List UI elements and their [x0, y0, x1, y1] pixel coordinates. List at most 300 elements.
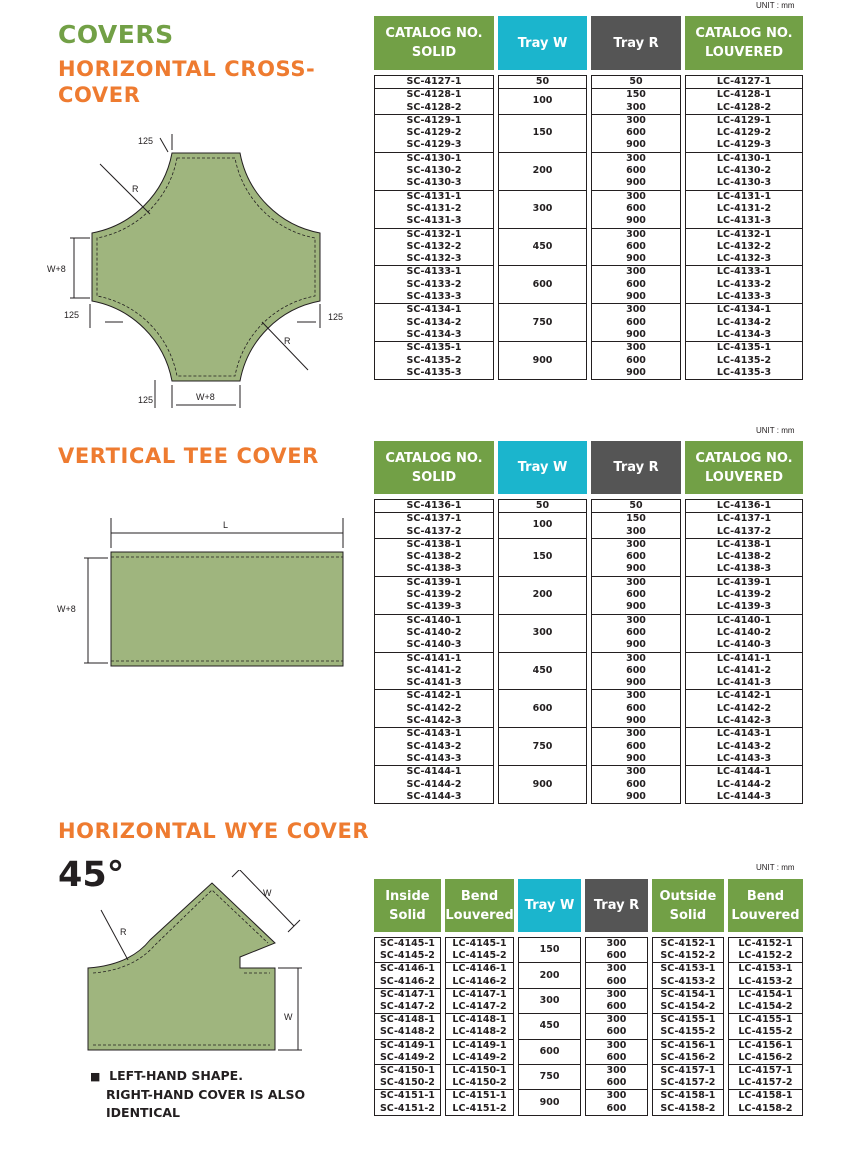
cell-line: 300	[626, 525, 646, 537]
table-cell	[652, 1090, 724, 1115]
cell-line: LC-4138-3	[716, 563, 772, 575]
table-cell	[685, 229, 803, 267]
cell-line: SC-4151-1	[379, 1090, 435, 1102]
cell-line: 300	[606, 963, 627, 975]
table-row	[374, 499, 803, 513]
table-cell	[374, 1065, 441, 1090]
header-tray-r: Tray R	[585, 879, 648, 932]
cell-line: LC-4133-1	[716, 266, 772, 278]
cell-line: LC-4153-2	[738, 975, 793, 987]
cell-line: LC-4150-1	[452, 1065, 507, 1077]
cell-line: LC-4139-1	[716, 576, 772, 588]
table-cell	[585, 1014, 648, 1039]
table-row	[374, 266, 803, 304]
table-row	[374, 1040, 803, 1065]
cell-line: LC-4127-1	[716, 76, 772, 87]
cell-line: SC-4154-1	[660, 988, 716, 1000]
table-cell: 150	[498, 115, 587, 153]
cross-cover-table	[374, 16, 803, 380]
table-cell	[652, 1014, 724, 1039]
table-cell	[728, 1090, 803, 1115]
table-cell	[685, 615, 803, 653]
cell-line: SC-4139-2	[406, 589, 462, 601]
table-row	[374, 1065, 803, 1090]
cell-line: SC-4150-1	[379, 1065, 435, 1077]
table-row	[374, 115, 803, 153]
dim-w8: W+8	[57, 604, 76, 614]
cell-line: LC-4158-2	[738, 1102, 793, 1114]
cell-line: 150	[626, 89, 646, 101]
subtitle-line: HORIZONTAL CROSS-	[58, 57, 316, 81]
cell-line: 900	[626, 563, 646, 575]
table-cell	[374, 690, 494, 728]
cell-line: SC-4131-2	[406, 202, 462, 214]
dim-w8-bottom: W+8	[196, 392, 215, 402]
dim-r-bottom: R	[284, 336, 291, 346]
cell-line: 900	[626, 366, 646, 378]
cell-line: LC-4138-2	[716, 551, 772, 563]
cell-line: SC-4133-2	[406, 278, 462, 290]
table-cell	[374, 653, 494, 691]
cell-line: LC-4133-2	[716, 278, 772, 290]
cell-line: SC-4132-1	[406, 228, 462, 240]
cell-line: LC-4147-2	[452, 1001, 507, 1013]
cell-line: 600	[626, 127, 646, 139]
table-cell	[685, 115, 803, 153]
table-cell	[685, 342, 803, 380]
unit-label: UNIT : mm	[756, 863, 795, 872]
cell-line: SC-4144-3	[406, 790, 462, 802]
cell-line: LC-4157-1	[738, 1065, 793, 1077]
cell-line: SC-4130-2	[406, 165, 462, 177]
cell-line: SC-4152-1	[660, 938, 716, 949]
cell-line: LC-4135-1	[716, 342, 772, 354]
cell-line: LC-4130-1	[716, 152, 772, 164]
table-cell: 600	[498, 266, 587, 304]
horizontal-wye-cover-diagram	[55, 870, 355, 1060]
cell-line: 600	[626, 664, 646, 676]
table-cell	[445, 1040, 514, 1065]
cell-line: SC-4157-1	[660, 1065, 716, 1077]
dim-w8-left: W+8	[47, 264, 66, 274]
cell-line: 300	[626, 114, 646, 126]
table-cell	[728, 1040, 803, 1065]
cell-line: 900	[626, 139, 646, 151]
cell-line: LC-4130-3	[716, 177, 772, 189]
wye-cover-table	[374, 879, 803, 1116]
table-cell	[685, 513, 803, 539]
cell-line: SC-4135-1	[406, 342, 462, 354]
cell-line: SC-4157-2	[660, 1077, 716, 1089]
cell-line: LC-4149-1	[452, 1039, 507, 1051]
cell-line: SC-4138-1	[406, 538, 462, 550]
cell-line: LC-4155-1	[738, 1014, 793, 1026]
cell-line: LC-4158-1	[738, 1090, 793, 1102]
cell-line: SC-4131-3	[406, 215, 462, 227]
wye-note	[90, 1067, 305, 1122]
cell-line: LC-4142-3	[716, 715, 772, 727]
header-bend-louvered-outside: Bend Louvered	[728, 879, 803, 932]
cell-line: 600	[606, 1051, 627, 1063]
cell-line: SC-4138-3	[406, 563, 462, 575]
cell-line: LC-4143-1	[716, 728, 772, 740]
table-cell	[374, 191, 494, 229]
cell-line: SC-4146-1	[379, 963, 435, 975]
table-cell	[591, 75, 681, 89]
table-cell	[685, 191, 803, 229]
table-cell	[685, 539, 803, 577]
subtitle-line: COVER	[58, 83, 141, 107]
table-cell	[374, 1040, 441, 1065]
table-row	[374, 153, 803, 191]
cell-line: 300	[626, 538, 646, 550]
cell-line: SC-4132-3	[406, 253, 462, 265]
table-cell	[591, 115, 681, 153]
table-cell	[685, 89, 803, 115]
cell-line: 50	[629, 76, 643, 87]
table-cell: 150	[518, 937, 581, 963]
table-cell	[591, 615, 681, 653]
tee-cover-table-body	[374, 494, 803, 804]
table-cell: 450	[498, 653, 587, 691]
table-row	[374, 989, 803, 1014]
table-cell	[585, 989, 648, 1014]
cell-line: SC-4148-2	[379, 1026, 435, 1038]
table-cell: 300	[518, 989, 581, 1014]
cell-line: LC-4147-1	[452, 988, 507, 1000]
cell-line: SC-4145-1	[379, 938, 435, 949]
cell-line: LC-4151-2	[452, 1102, 507, 1114]
table-cell	[685, 766, 803, 804]
table-row	[374, 728, 803, 766]
cell-line: LC-4140-2	[716, 626, 772, 638]
cell-line: SC-4140-1	[406, 614, 462, 626]
cell-line: 600	[606, 1001, 627, 1013]
cell-line: LC-4154-1	[738, 988, 793, 1000]
cell-line: LC-4131-1	[716, 190, 772, 202]
table-cell	[591, 766, 681, 804]
table-cell	[685, 577, 803, 615]
unit-label: UNIT : mm	[756, 426, 795, 435]
table-cell: 900	[498, 766, 587, 804]
table-cell: 150	[498, 539, 587, 577]
header-catalog-louvered: CATALOG NO. LOUVERED	[685, 16, 803, 70]
cell-line: LC-4145-2	[452, 950, 507, 962]
cell-line: SC-4158-1	[660, 1090, 716, 1102]
cell-line: LC-4149-2	[452, 1051, 507, 1063]
cell-line: SC-4131-1	[406, 190, 462, 202]
table-cell	[374, 304, 494, 342]
table-cell	[728, 1065, 803, 1090]
cell-line: SC-4153-2	[660, 975, 716, 987]
table-cell	[374, 153, 494, 191]
cell-line: 300	[626, 652, 646, 664]
cell-line: SC-4148-1	[379, 1014, 435, 1026]
cell-line: LC-4135-2	[716, 354, 772, 366]
table-cell	[591, 304, 681, 342]
cell-line: LC-4148-1	[452, 1014, 507, 1026]
table-cell: 750	[518, 1065, 581, 1090]
cell-line: SC-4156-1	[660, 1039, 716, 1051]
table-row	[374, 690, 803, 728]
cell-line: SC-4137-2	[406, 525, 462, 537]
table-cell	[445, 963, 514, 988]
dim-125-bottom: 125	[138, 395, 154, 405]
table-cell	[374, 115, 494, 153]
table-cell: 900	[498, 342, 587, 380]
cell-line: 600	[626, 626, 646, 638]
dim-125-right: 125	[328, 312, 344, 322]
table-row	[374, 577, 803, 615]
cell-line: SC-4155-1	[660, 1014, 716, 1026]
cell-line: 600	[626, 202, 646, 214]
cell-line: 900	[626, 291, 646, 303]
table-cell: 300	[498, 615, 587, 653]
cell-line: LC-4132-1	[716, 228, 772, 240]
table-row	[374, 191, 803, 229]
cell-line: 300	[606, 1065, 627, 1077]
cell-line: 600	[606, 1026, 627, 1038]
table-row	[374, 513, 803, 539]
cell-line: LC-4140-3	[716, 639, 772, 651]
table-row	[374, 89, 803, 115]
cell-line: LC-4137-1	[716, 513, 772, 525]
cell-line: SC-4134-1	[406, 304, 462, 316]
cell-line: SC-4140-3	[406, 639, 462, 651]
cell-line: 300	[626, 190, 646, 202]
table-row	[374, 1014, 803, 1039]
cell-line: SC-4137-1	[406, 513, 462, 525]
section-subtitle-horizontal-cross-cover	[58, 56, 315, 108]
cell-line: SC-4146-2	[379, 975, 435, 987]
cell-line: SC-4127-1	[406, 76, 462, 87]
cell-line: SC-4135-3	[406, 366, 462, 378]
table-row	[374, 342, 803, 380]
cell-line: LC-4141-1	[716, 652, 772, 664]
cell-line: LC-4151-1	[452, 1090, 507, 1102]
vertical-tee-cover-diagram	[50, 505, 360, 685]
cell-line: LC-4143-3	[716, 752, 772, 764]
header-outside-solid: Outside Solid	[652, 879, 724, 932]
cell-line: LC-4132-3	[716, 253, 772, 265]
cell-line: 600	[626, 551, 646, 563]
cell-line: LC-4154-2	[738, 1001, 793, 1013]
cell-line: LC-4146-2	[452, 975, 507, 987]
table-cell	[591, 690, 681, 728]
header-tray-r: Tray R	[591, 441, 681, 494]
cell-line: LC-4133-3	[716, 291, 772, 303]
cell-line: SC-4134-3	[406, 328, 462, 340]
cell-line: LC-4157-2	[738, 1077, 793, 1089]
table-cell	[685, 653, 803, 691]
table-cell	[591, 153, 681, 191]
cell-line: LC-4139-3	[716, 601, 772, 613]
table-cell	[585, 963, 648, 988]
unit-label: UNIT : mm	[756, 1, 795, 10]
cell-line: 600	[606, 1102, 627, 1114]
cell-line: 300	[606, 1039, 627, 1051]
cell-line: SC-4128-2	[406, 101, 462, 113]
cell-line: SC-4143-3	[406, 752, 462, 764]
dim-l: L	[223, 520, 229, 530]
cell-line: LC-4153-1	[738, 963, 793, 975]
cell-line: LC-4140-1	[716, 614, 772, 626]
cell-line: 600	[626, 740, 646, 752]
cell-line: LC-4128-1	[716, 89, 772, 101]
table-row	[374, 229, 803, 267]
table-cell	[728, 989, 803, 1014]
cell-line: 900	[626, 177, 646, 189]
cell-line: LC-4150-2	[452, 1077, 507, 1089]
cell-line: SC-4144-1	[406, 766, 462, 778]
cell-line: LC-4134-1	[716, 304, 772, 316]
table-cell: 600	[518, 1040, 581, 1065]
cell-line: SC-4134-2	[406, 316, 462, 328]
table-cell	[685, 153, 803, 191]
cell-line: SC-4135-2	[406, 354, 462, 366]
table-cell	[685, 690, 803, 728]
table-cell	[374, 766, 494, 804]
table-cell	[591, 89, 681, 115]
table-cell	[591, 513, 681, 539]
table-cell	[591, 728, 681, 766]
cell-line: LC-4143-2	[716, 740, 772, 752]
cell-line: 600	[626, 278, 646, 290]
cell-line: LC-4152-2	[738, 950, 793, 962]
table-cell: 200	[498, 577, 587, 615]
dim-w-right: W	[284, 1012, 293, 1022]
bullet-icon: ■	[90, 1070, 101, 1083]
table-cell	[591, 342, 681, 380]
table-cell	[585, 937, 648, 963]
dim-r-top: R	[132, 184, 139, 194]
cell-line: SC-4138-2	[406, 551, 462, 563]
table-cell	[591, 499, 681, 513]
cell-line: SC-4145-2	[379, 950, 435, 962]
cell-line: 900	[626, 601, 646, 613]
tee-cover-table	[374, 441, 803, 804]
dim-w-top: W	[263, 888, 272, 898]
dim-r: R	[120, 927, 127, 937]
header-catalog-solid: CATALOG NO. SOLID	[374, 441, 494, 494]
table-cell	[728, 937, 803, 963]
cell-line: LC-4141-2	[716, 664, 772, 676]
cell-line: 300	[606, 1014, 627, 1026]
cell-line: 50	[629, 500, 643, 511]
cell-line: 900	[626, 253, 646, 265]
table-cell	[591, 577, 681, 615]
cell-line: 300	[606, 1090, 627, 1102]
cell-line: LC-4152-1	[738, 938, 793, 949]
table-cell: 100	[498, 89, 587, 115]
cell-line: SC-4149-2	[379, 1051, 435, 1063]
table-cell: 450	[498, 229, 587, 267]
cell-line: SC-4150-2	[379, 1077, 435, 1089]
cell-line: SC-4129-2	[406, 127, 462, 139]
table-cell	[445, 1014, 514, 1039]
cell-line: LC-4136-1	[716, 500, 772, 511]
table-row	[374, 1090, 803, 1115]
section-title-vertical-tee-cover: VERTICAL TEE COVER	[58, 444, 319, 468]
table-cell: 600	[498, 690, 587, 728]
cell-line: SC-4130-1	[406, 152, 462, 164]
table-cell	[585, 1040, 648, 1065]
table-cell	[374, 1090, 441, 1115]
angle-label: 45°	[58, 855, 125, 895]
table-cell: 50	[498, 75, 587, 89]
cell-line: SC-4129-1	[406, 114, 462, 126]
table-cell	[374, 229, 494, 267]
cell-line: 600	[606, 950, 627, 962]
cell-line: LC-4134-3	[716, 328, 772, 340]
cell-line: LC-4144-3	[716, 790, 772, 802]
table-cell	[374, 1014, 441, 1039]
cell-line: 600	[626, 702, 646, 714]
cell-line: LC-4141-3	[716, 677, 772, 689]
table-cell	[374, 615, 494, 653]
table-cell	[591, 229, 681, 267]
table-cell	[445, 1065, 514, 1090]
table-cell: 300	[498, 191, 587, 229]
cell-line: SC-4143-1	[406, 728, 462, 740]
cell-line: SC-4142-3	[406, 715, 462, 727]
cell-line: 900	[626, 677, 646, 689]
table-cell	[652, 963, 724, 988]
cell-line: LC-4135-3	[716, 366, 772, 378]
cross-cover-table-body	[374, 70, 803, 380]
table-cell	[652, 1065, 724, 1090]
cell-line: 300	[626, 228, 646, 240]
cell-line: 900	[626, 639, 646, 651]
cell-line: 600	[606, 975, 627, 987]
table-cell	[374, 513, 494, 539]
table-cell	[685, 728, 803, 766]
cell-line: SC-4141-1	[406, 652, 462, 664]
cell-line: LC-4144-2	[716, 778, 772, 790]
cell-line: LC-4134-2	[716, 316, 772, 328]
table-cell	[445, 1090, 514, 1115]
cell-line: 300	[626, 728, 646, 740]
header-inside-solid: Inside Solid	[374, 879, 441, 932]
cell-line: SC-4156-2	[660, 1051, 716, 1063]
cell-line: SC-4136-1	[406, 500, 462, 511]
cell-line: LC-4144-1	[716, 766, 772, 778]
table-row	[374, 304, 803, 342]
table-cell	[728, 963, 803, 988]
table-cell	[374, 989, 441, 1014]
cell-line: SC-4139-1	[406, 576, 462, 588]
cell-line: SC-4158-2	[660, 1102, 716, 1114]
cell-line: 300	[626, 152, 646, 164]
table-cell	[374, 89, 494, 115]
cell-line: 900	[626, 215, 646, 227]
cell-line: SC-4141-3	[406, 677, 462, 689]
table-cell	[652, 989, 724, 1014]
cell-line: SC-4140-2	[406, 626, 462, 638]
cell-line: LC-4132-2	[716, 240, 772, 252]
cell-line: 900	[626, 790, 646, 802]
table-cell: 750	[498, 728, 587, 766]
cell-line: SC-4129-3	[406, 139, 462, 151]
table-cell	[374, 937, 441, 963]
header-bend-louvered-inside: Bend Louvered	[445, 879, 514, 932]
cell-line: SC-4128-1	[406, 89, 462, 101]
cell-line: 300	[626, 304, 646, 316]
cell-line: LC-4131-2	[716, 202, 772, 214]
table-cell	[728, 1014, 803, 1039]
cell-line: SC-4130-3	[406, 177, 462, 189]
note-line: RIGHT-HAND COVER IS ALSO	[106, 1087, 306, 1102]
